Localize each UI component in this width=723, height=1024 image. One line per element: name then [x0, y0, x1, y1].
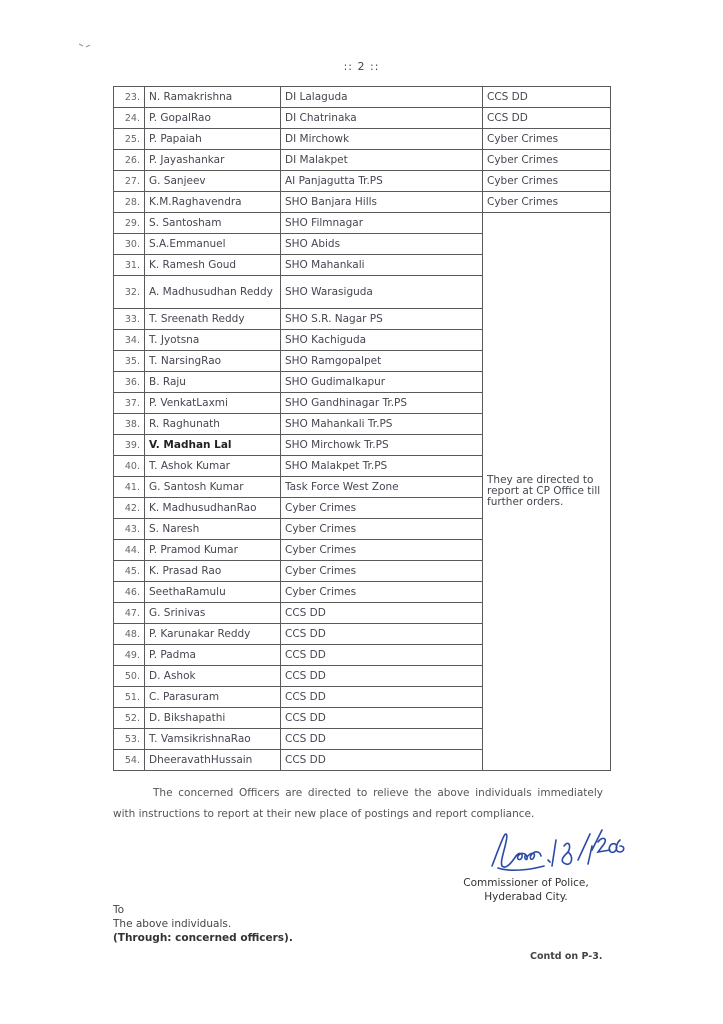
serial-number: 50.: [114, 666, 145, 687]
serial-number: 28.: [114, 192, 145, 213]
officer-name: G. Sanjeev: [145, 171, 281, 192]
serial-number: 41.: [114, 477, 145, 498]
signatory-title: Commissioner of Police,: [463, 877, 589, 889]
serial-number: 42.: [114, 498, 145, 519]
present-posting: CCS DD: [281, 729, 483, 750]
present-posting: AI Panjagutta Tr.PS: [281, 171, 483, 192]
present-posting: Task Force West Zone: [281, 477, 483, 498]
present-posting: CCS DD: [281, 687, 483, 708]
serial-number: 27.: [114, 171, 145, 192]
officer-name: S. Naresh: [145, 519, 281, 540]
officer-name: P. Papaiah: [145, 129, 281, 150]
serial-number: 32.: [114, 276, 145, 309]
officer-name: P. Padma: [145, 645, 281, 666]
present-posting: SHO Mahankali: [281, 255, 483, 276]
serial-number: 25.: [114, 129, 145, 150]
serial-number: 44.: [114, 540, 145, 561]
serial-number: 35.: [114, 351, 145, 372]
transfer-table: [113, 86, 611, 771]
present-posting: Cyber Crimes: [281, 498, 483, 519]
table-row: [114, 192, 611, 213]
present-posting: SHO Mirchowk Tr.PS: [281, 435, 483, 456]
present-posting: Cyber Crimes: [281, 540, 483, 561]
officer-name: P. VenkatLaxmi: [145, 393, 281, 414]
present-posting: SHO Mahankali Tr.PS: [281, 414, 483, 435]
officer-name: S. Santosham: [145, 213, 281, 234]
officer-name: V. Madhan Lal: [145, 435, 281, 456]
present-posting: DI Lalaguda: [281, 87, 483, 108]
officer-name: K. MadhusudhanRao: [145, 498, 281, 519]
serial-number: 33.: [114, 309, 145, 330]
new-posting: Cyber Crimes: [483, 192, 611, 213]
handwritten-signature: [486, 826, 628, 874]
officer-name: P. Pramod Kumar: [145, 540, 281, 561]
officer-name: C. Parasuram: [145, 687, 281, 708]
officer-name: T. Jyotsna: [145, 330, 281, 351]
continued-note: Contd on P-3.: [530, 951, 603, 962]
officer-name: DheeravathHussain: [145, 750, 281, 771]
officer-name: P. GopalRao: [145, 108, 281, 129]
serial-number: 43.: [114, 519, 145, 540]
present-posting: CCS DD: [281, 708, 483, 729]
present-posting: SHO Banjara Hills: [281, 192, 483, 213]
serial-number: 36.: [114, 372, 145, 393]
table-row: [114, 171, 611, 192]
serial-number: 54.: [114, 750, 145, 771]
officer-name: G. Srinivas: [145, 603, 281, 624]
serial-number: 38.: [114, 414, 145, 435]
serial-number: 39.: [114, 435, 145, 456]
serial-number: 48.: [114, 624, 145, 645]
officer-name: R. Raghunath: [145, 414, 281, 435]
present-posting: SHO Abids: [281, 234, 483, 255]
officer-name: A. Madhusudhan Reddy: [145, 276, 281, 309]
page-number-header: :: 2 ::: [343, 60, 380, 73]
officer-name: P. Jayashankar: [145, 150, 281, 171]
serial-number: 52.: [114, 708, 145, 729]
serial-number: 49.: [114, 645, 145, 666]
table-row: [114, 129, 611, 150]
present-posting: CCS DD: [281, 603, 483, 624]
serial-number: 53.: [114, 729, 145, 750]
officer-name: D. Ashok: [145, 666, 281, 687]
officer-name: T. Sreenath Reddy: [145, 309, 281, 330]
officer-name: G. Santosh Kumar: [145, 477, 281, 498]
addressee-block: [113, 903, 293, 945]
present-posting: SHO S.R. Nagar PS: [281, 309, 483, 330]
present-posting: Cyber Crimes: [281, 582, 483, 603]
present-posting: CCS DD: [281, 666, 483, 687]
present-posting: SHO Malakpet Tr.PS: [281, 456, 483, 477]
serial-number: 47.: [114, 603, 145, 624]
new-posting: Cyber Crimes: [483, 150, 611, 171]
officer-name: T. NarsingRao: [145, 351, 281, 372]
addressee-individuals: The above individuals.: [113, 918, 232, 930]
officer-name: P. Karunakar Reddy: [145, 624, 281, 645]
new-posting: CCS DD: [483, 87, 611, 108]
new-posting: CCS DD: [483, 108, 611, 129]
serial-number: 37.: [114, 393, 145, 414]
officer-name: N. Ramakrishna: [145, 87, 281, 108]
officer-name: SeethaRamulu: [145, 582, 281, 603]
officer-name: T. Ashok Kumar: [145, 456, 281, 477]
present-posting: DI Chatrinaka: [281, 108, 483, 129]
officer-name: D. Bikshapathi: [145, 708, 281, 729]
serial-number: 23.: [114, 87, 145, 108]
serial-number: 26.: [114, 150, 145, 171]
signatory-city: Hyderabad City.: [484, 891, 568, 903]
present-posting: SHO Gudimalkapur: [281, 372, 483, 393]
officer-name: K. Ramesh Goud: [145, 255, 281, 276]
present-posting: Cyber Crimes: [281, 519, 483, 540]
present-posting: CCS DD: [281, 624, 483, 645]
serial-number: 51.: [114, 687, 145, 708]
present-posting: DI Malakpet: [281, 150, 483, 171]
officer-name: S.A.Emmanuel: [145, 234, 281, 255]
present-posting: SHO Warasiguda: [281, 276, 483, 309]
signatory-block: [446, 876, 606, 904]
present-posting: CCS DD: [281, 645, 483, 666]
serial-number: 30.: [114, 234, 145, 255]
serial-number: 24.: [114, 108, 145, 129]
present-posting: SHO Gandhinagar Tr.PS: [281, 393, 483, 414]
table-row: [114, 150, 611, 171]
present-posting: DI Mirchowk: [281, 129, 483, 150]
addressee-through: (Through: concerned officers).: [113, 932, 293, 944]
present-posting: SHO Kachiguda: [281, 330, 483, 351]
table-row: [114, 108, 611, 129]
scan-mark: [78, 34, 94, 42]
addressee-to: To: [113, 904, 125, 916]
new-posting: Cyber Crimes: [483, 129, 611, 150]
present-posting: Cyber Crimes: [281, 561, 483, 582]
officer-name: T. VamsikrishnaRao: [145, 729, 281, 750]
serial-number: 45.: [114, 561, 145, 582]
officer-name: K. Prasad Rao: [145, 561, 281, 582]
merged-posting-note: They are directed to report at CP Office till further orders.: [483, 213, 611, 771]
officer-name: K.M.Raghavendra: [145, 192, 281, 213]
serial-number: 40.: [114, 456, 145, 477]
serial-number: 46.: [114, 582, 145, 603]
serial-number: 29.: [114, 213, 145, 234]
officer-name: B. Raju: [145, 372, 281, 393]
serial-number: 34.: [114, 330, 145, 351]
serial-number: 31.: [114, 255, 145, 276]
new-posting: Cyber Crimes: [483, 171, 611, 192]
present-posting: SHO Ramgopalpet: [281, 351, 483, 372]
present-posting: SHO Filmnagar: [281, 213, 483, 234]
table-row: [114, 87, 611, 108]
instruction-paragraph: The concerned Officers are directed to relieve the above individuals immediately with instructions to report at their new place of postings and report compliance.: [113, 787, 603, 820]
present-posting: CCS DD: [281, 750, 483, 771]
table-row: [114, 213, 611, 234]
